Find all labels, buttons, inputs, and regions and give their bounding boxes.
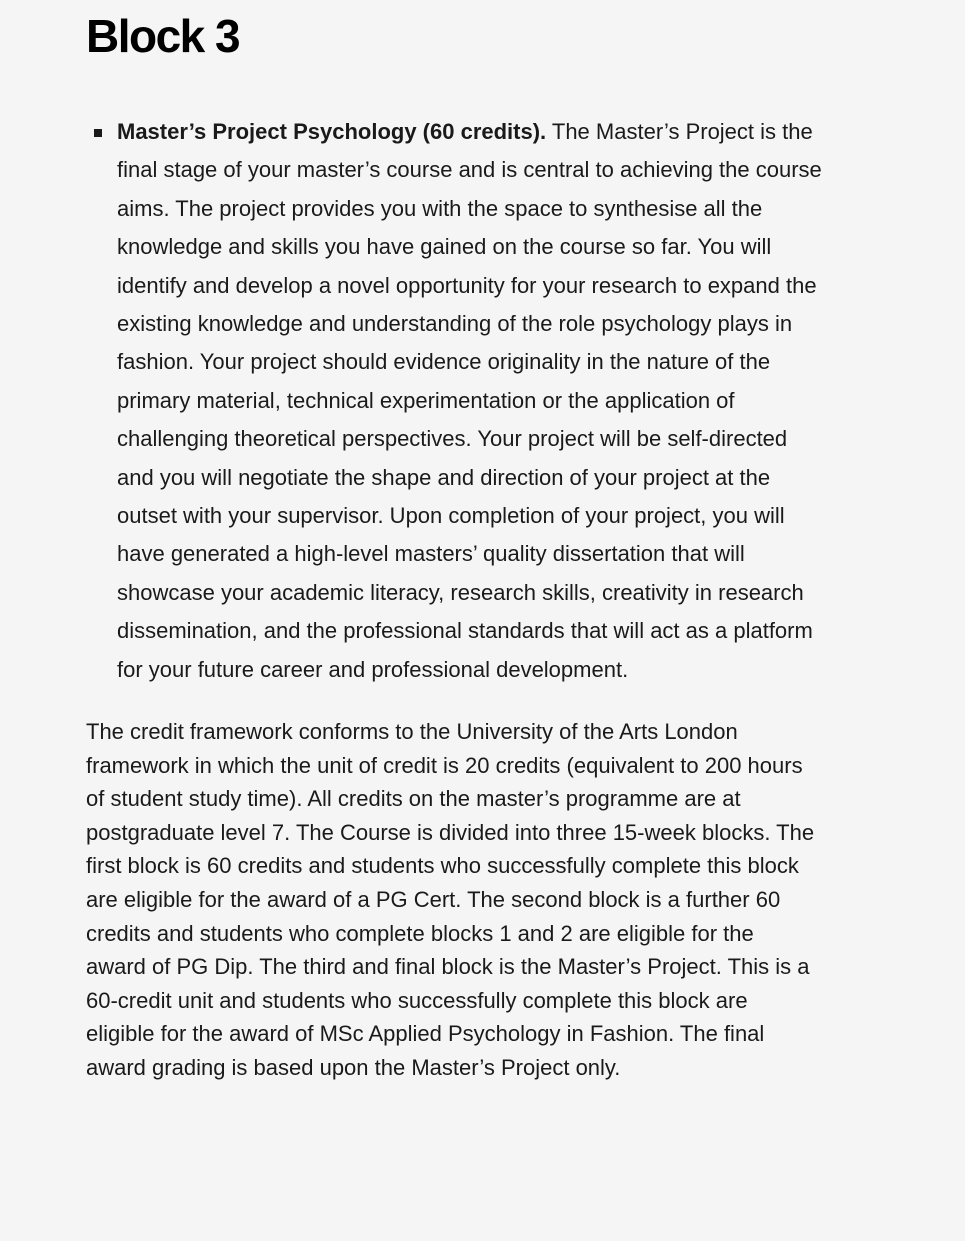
content-section (86, 0, 826, 1085)
bullet-lead-text: Master’s Project Psychology (60 credits). (117, 119, 547, 144)
list-item (86, 113, 822, 689)
section-heading: Block 3 (86, 10, 240, 62)
bullet-body-text: The Master’s Project is the final stage of your master’s course and is central to achieving the course aims. The project provides you with the space to synthesise all the knowledge and skills you have gained on the course so far. You will identify and develop a novel opportunity for your research to expand the existing knowledge and understanding of the role psychology plays in fashion. Your project should evidence originality in the nature of the primary material, technical experimentation or the application of challenging theoretical perspectives. Your project will be self-directed and you will negotiate the shape and direction of your project at the outset with your supervisor. Upon completion of your project, you will have generated a high-level masters’ quality dissertation that will showcase your academic literacy, research skills, creativity in research dissemination, and the professional standards that will act as a platform for your future career and professional development. (117, 119, 822, 682)
bullet-list (86, 113, 826, 689)
credit-framework-paragraph: The credit framework conforms to the University of the Arts London framework in which the unit of credit is 20 credits (equivalent to 200 hours of student study time). All credits on the master’s programme are at postgraduate level 7. The Course is divided into three 15-week blocks. The first block is 60 credits and students who successfully complete this block are eligible for the award of a PG Cert. The second block is a further 60 credits and students who complete blocks 1 and 2 are eligible for the award of PG Dip. The third and final block is the Master’s Project. This is a 60-credit unit and students who successfully complete this block are eligible for the award of MSc Applied Psychology in Fashion. The final award grading is based upon the Master’s Project only. (86, 719, 815, 1081)
square-bullet-icon (94, 129, 102, 137)
